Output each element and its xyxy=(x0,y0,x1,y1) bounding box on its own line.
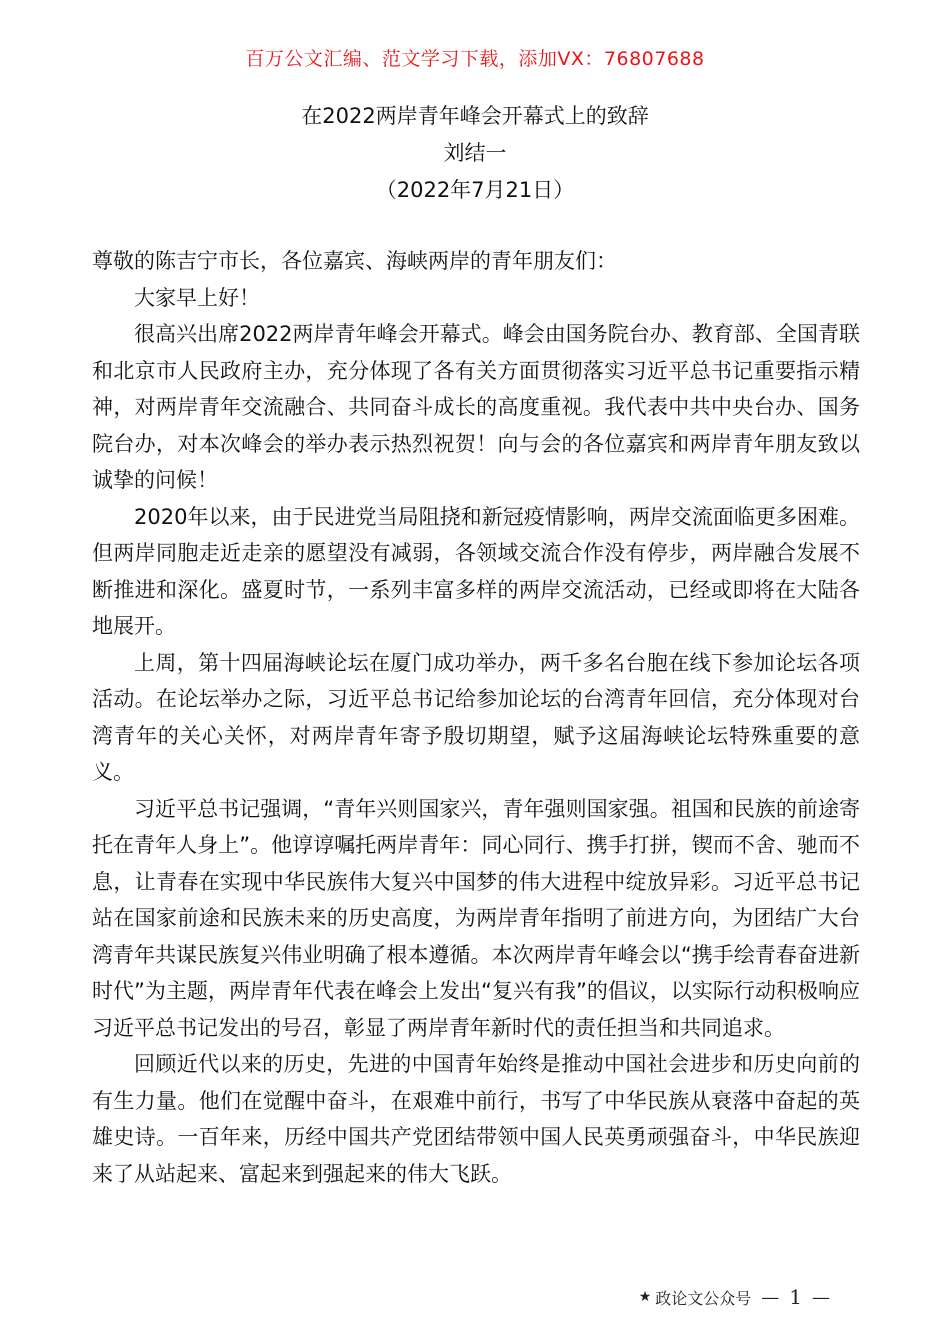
document-date: （2022年7月21日） xyxy=(375,178,575,202)
footer-dash-left: — xyxy=(761,1286,780,1308)
star-icon: ★ xyxy=(638,1289,652,1305)
paragraph-greeting: 大家早上好！ xyxy=(134,285,260,310)
page-number: 1 xyxy=(789,1285,802,1309)
document-author: 刘结一 xyxy=(443,141,507,165)
title-block xyxy=(0,98,950,209)
header-banner: 百万公文汇编、范文学习下载，添加VX：76807688 xyxy=(245,48,705,70)
footer-source: 政论文公众号 xyxy=(655,1288,752,1308)
document-title: 在2022两岸青年峰会开幕式上的致辞 xyxy=(301,104,649,128)
page-footer xyxy=(639,1285,830,1309)
document-body xyxy=(92,243,860,1192)
paragraph: 2020年以来，由于民进党当局阻挠和新冠疫情影响，两岸交流面临更多困难。但两岸同胞走近走亲的愿望没有减弱，各领域交流合作没有停步，两岸融合发展不断推进和深化。盛夏时节，一系列丰富多样的两岸交流活动，已经或即将在大陆各地展开。 xyxy=(92,504,860,638)
paragraph: 回顾近代以来的历史，先进的中国青年始终是推动中国社会进步和历史向前的有生力量。他们在觉醒中奋斗，在艰难中前行，书写了中华民族从衰落中奋起的英雄史诗。一百年来，历经中国共产党团结带领中国人民英勇顽强奋斗，中华民族迎来了从站起来、富起来到强起来的伟大飞跃。 xyxy=(92,1052,860,1186)
paragraph: 习近平总书记强调，“青年兴则国家兴，青年强则国家强。祖国和民族的前途寄托在青年人身上”。他谆谆嘱托两岸青年：同心同行、携手打拼，锲而不舍、驰而不息，让青春在实现中华民族伟大复兴中国梦的伟大进程中绽放异彩。习近平总书记站在国家前途和民族未来的历史高度，为两岸青年指明了前进方向，为团结广大台湾青年共谋民族复兴伟业明确了根本遵循。本次两岸青年峰会以“携手绘青春奋进新时代”为主题，两岸青年代表在峰会上发出“复兴有我”的倡议，以实际行动积极响应习近平总书记发出的号召，彰显了两岸青年新时代的责任担当和共同追求。 xyxy=(92,796,860,1040)
paragraph: 很高兴出席2022两岸青年峰会开幕式。峰会由国务院台办、教育部、全国青联和北京市人民政府主办，充分体现了各有关方面贯彻落实习近平总书记重要指示精神，对两岸青年交流融合、共同奋斗成长的高度重视。我代表中共中央台办、国务院台办，对本次峰会的举办表示热烈祝贺！向与会的各位嘉宾和两岸青年朋友致以诚挚的问候！ xyxy=(92,322,860,492)
paragraph: 上周，第十四届海峡论坛在厦门成功举办，两千多名台胞在线下参加论坛各项活动。在论坛举办之际，习近平总书记给参加论坛的台湾青年回信，充分体现对台湾青年的关心关怀，对两岸青年寄予殷切期望，赋予这届海峡论坛特殊重要的意义。 xyxy=(92,650,860,784)
footer-dash-right: — xyxy=(812,1286,830,1308)
salutation: 尊敬的陈吉宁市长，各位嘉宾、海峡两岸的青年朋友们： xyxy=(92,249,617,273)
